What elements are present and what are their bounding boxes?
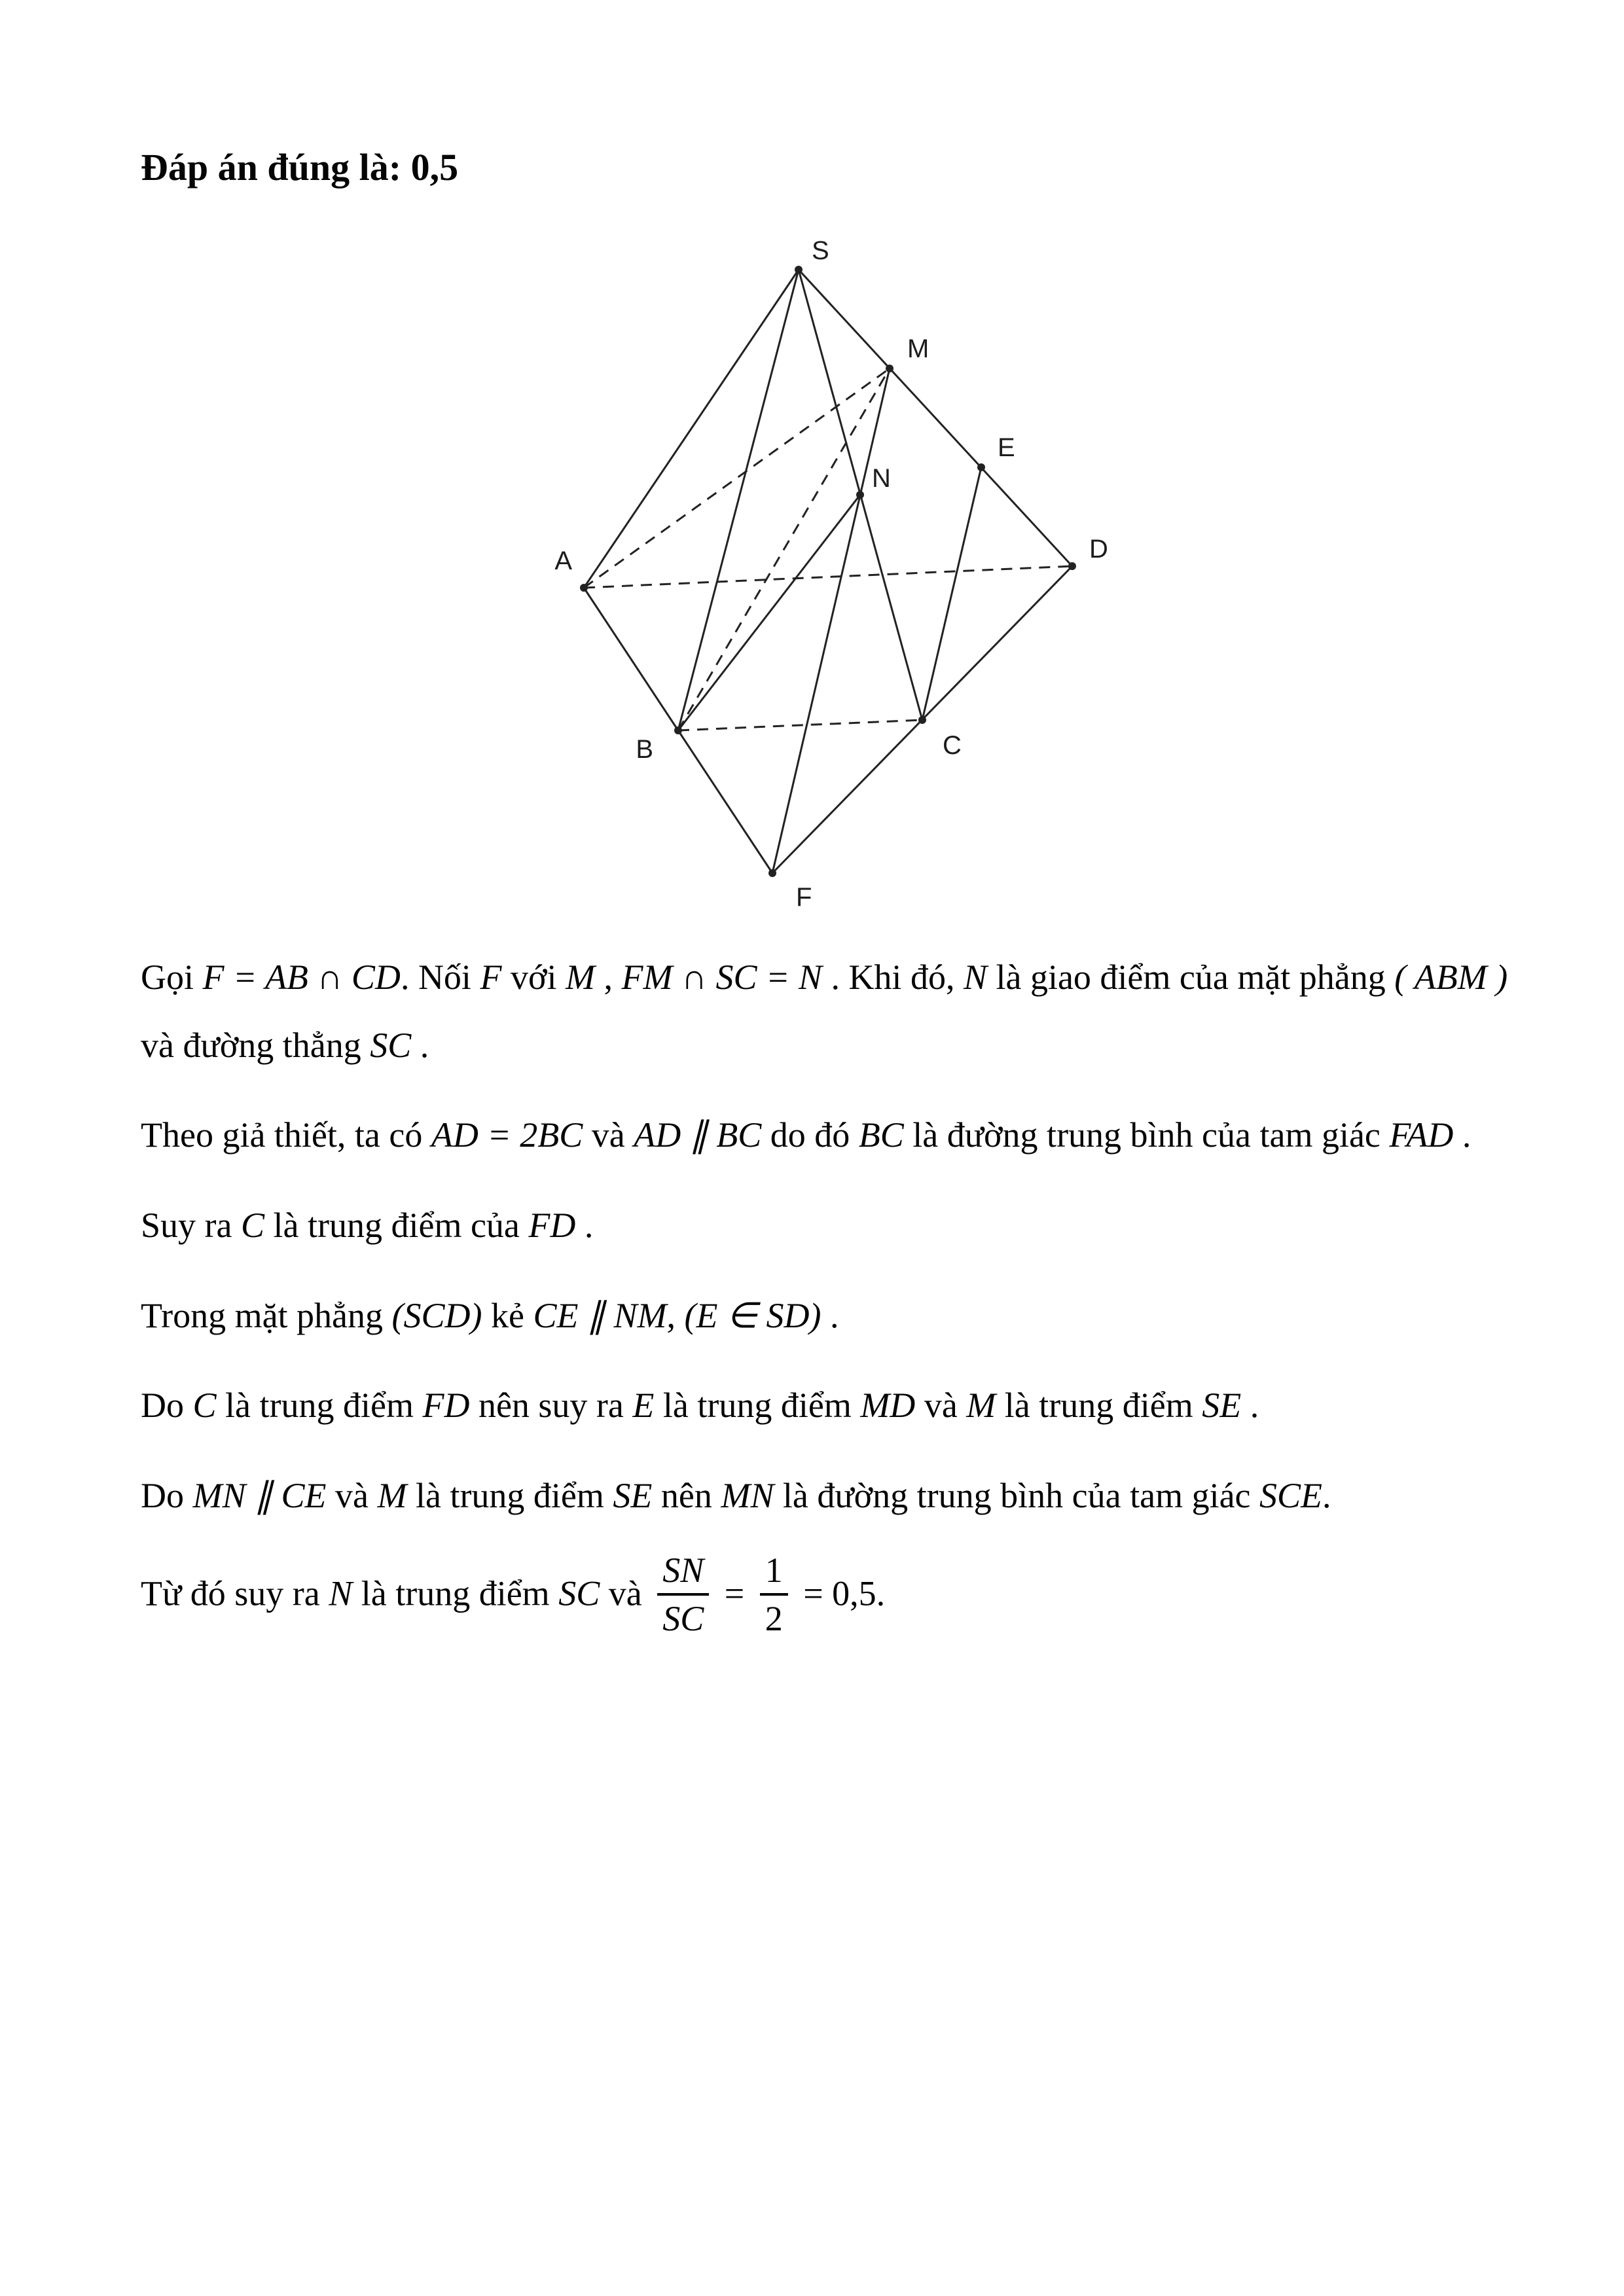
vertex-M-label: M <box>907 334 929 363</box>
math-run: SE <box>1202 1386 1242 1426</box>
solution-paragraph <box>141 944 1548 1079</box>
text-run: Suy ra <box>141 1206 241 1246</box>
text-run: Theo giả thiết, ta có <box>141 1115 431 1155</box>
vertex-C-label: C <box>943 731 962 760</box>
math-run: CE ∥ NM <box>533 1295 667 1335</box>
solution-paragraph <box>141 1552 1548 1641</box>
text-run: và <box>915 1386 967 1426</box>
answer-title: Đáp án đúng là: 0,5 <box>141 146 459 188</box>
text-run: . <box>575 1206 594 1246</box>
math-run: BC <box>858 1115 904 1155</box>
diagram-svg <box>524 229 1113 910</box>
edge-SB-solid <box>678 270 799 730</box>
text-run: nên suy ra <box>469 1386 633 1426</box>
math-run: (E ∈ SD) <box>684 1295 821 1335</box>
text-run: Do <box>141 1476 193 1516</box>
solution-text <box>141 944 1548 1664</box>
math-run: F <box>480 958 502 997</box>
vertex-N-dot <box>856 491 864 499</box>
text-run: = 0,5. <box>794 1573 886 1613</box>
fraction-denominator: 2 <box>765 1598 783 1638</box>
math-run: F = AB ∩ CD <box>202 958 401 997</box>
text-run: là trung điểm <box>654 1386 861 1426</box>
math-run: FM ∩ SC = N <box>621 958 822 997</box>
edge-CE-solid <box>922 467 981 720</box>
math-run: AD ∥ BC <box>634 1115 762 1155</box>
vertex-F-label: F <box>796 883 812 910</box>
math-run: SC <box>558 1573 600 1613</box>
fraction-denominator: SC <box>662 1598 704 1638</box>
math-run: MN <box>721 1476 774 1516</box>
text-run: là trung điểm của <box>264 1206 529 1246</box>
fraction <box>760 1550 788 1639</box>
math-run: M <box>966 1386 996 1426</box>
text-run: và đường thẳng <box>141 1025 370 1065</box>
text-run: Gọi <box>141 958 203 997</box>
vertex-A-label: A <box>554 547 572 575</box>
text-run: là trung điểm <box>406 1476 613 1516</box>
edge-FM-solid <box>772 368 890 873</box>
text-run: . <box>1241 1386 1259 1426</box>
text-run: là đường trung bình của tam giác <box>903 1115 1390 1155</box>
text-run: với <box>501 958 566 997</box>
edge-BC-dashed <box>678 720 922 730</box>
edge-BM-dashed <box>678 368 890 730</box>
text-run: và <box>583 1115 634 1155</box>
math-run: SE <box>613 1476 653 1516</box>
text-run: , <box>594 958 622 997</box>
vertex-S-dot <box>795 266 803 274</box>
math-run: (SCD) <box>391 1295 482 1335</box>
text-run: . <box>1453 1115 1471 1155</box>
math-run: C <box>192 1386 217 1426</box>
text-run: Trong mặt phẳng <box>141 1295 392 1335</box>
text-run: là trung điểm <box>216 1386 423 1426</box>
solution-paragraph <box>141 1282 1548 1350</box>
edge-SA-solid <box>584 270 799 588</box>
vertex-A-dot <box>580 584 588 592</box>
solution-paragraph <box>141 1102 1548 1170</box>
vertex-N-label: N <box>872 464 891 493</box>
edge-AD-dashed <box>584 566 1072 588</box>
vertex-E-dot <box>977 463 985 471</box>
text-run: là đường trung bình của tam giác <box>774 1476 1260 1516</box>
math-run: M <box>566 958 595 997</box>
fraction-numerator: 1 <box>760 1550 788 1596</box>
text-run: . Khi đó, <box>821 958 964 997</box>
text-run: , <box>666 1295 685 1335</box>
math-run: ( ABM ) <box>1394 958 1508 997</box>
math-run: C <box>240 1206 265 1246</box>
math-run: SCE <box>1259 1476 1323 1516</box>
text-run: là trung điểm <box>352 1573 559 1613</box>
vertex-B-dot <box>674 726 682 734</box>
edge-BF-solid <box>678 730 772 873</box>
vertex-C-dot <box>918 716 926 724</box>
text-run: nên <box>652 1476 721 1516</box>
math-run: SC <box>370 1025 412 1065</box>
text-run: và <box>600 1573 651 1613</box>
text-run: và <box>326 1476 378 1516</box>
math-run: M <box>377 1476 407 1516</box>
math-run: AD = 2BC <box>431 1115 583 1155</box>
text-run: . Nối <box>400 958 480 997</box>
math-run: E <box>632 1386 655 1426</box>
vertex-S-label: S <box>812 236 829 265</box>
solution-paragraph <box>141 1462 1548 1530</box>
edge-AB-solid <box>584 588 678 730</box>
vertex-D-dot <box>1068 562 1076 570</box>
vertex-F-dot <box>768 869 776 877</box>
vertex-B-label: B <box>636 735 653 764</box>
vertex-M-dot <box>886 365 893 372</box>
math-run: FD <box>528 1206 576 1246</box>
math-run: MN ∥ CE <box>192 1476 327 1516</box>
fraction-numerator: SN <box>657 1550 709 1596</box>
math-run: FD <box>422 1386 470 1426</box>
text-run: là trung điểm <box>996 1386 1202 1426</box>
math-run: N <box>963 958 987 997</box>
text-run: . <box>821 1295 839 1335</box>
text-run: kẻ <box>482 1295 533 1335</box>
fraction <box>657 1550 709 1639</box>
text-run: . <box>411 1025 429 1065</box>
solution-paragraph <box>141 1192 1548 1260</box>
edge-AM-dashed <box>584 368 890 588</box>
text-run: Do <box>141 1386 193 1426</box>
text-run: là giao điểm của mặt phẳng <box>986 958 1395 997</box>
vertex-D-label: D <box>1089 535 1108 564</box>
text-run: . <box>1322 1476 1331 1516</box>
math-run: MD <box>860 1386 916 1426</box>
text-run: do đó <box>761 1115 859 1155</box>
math-run: FAD <box>1389 1115 1454 1155</box>
math-run: N <box>329 1573 353 1613</box>
text-run: Từ đó suy ra <box>141 1573 329 1613</box>
solution-paragraph <box>141 1372 1548 1440</box>
text-run: = <box>715 1573 753 1613</box>
geometry-diagram <box>524 229 1113 910</box>
vertex-E-label: E <box>998 433 1015 462</box>
